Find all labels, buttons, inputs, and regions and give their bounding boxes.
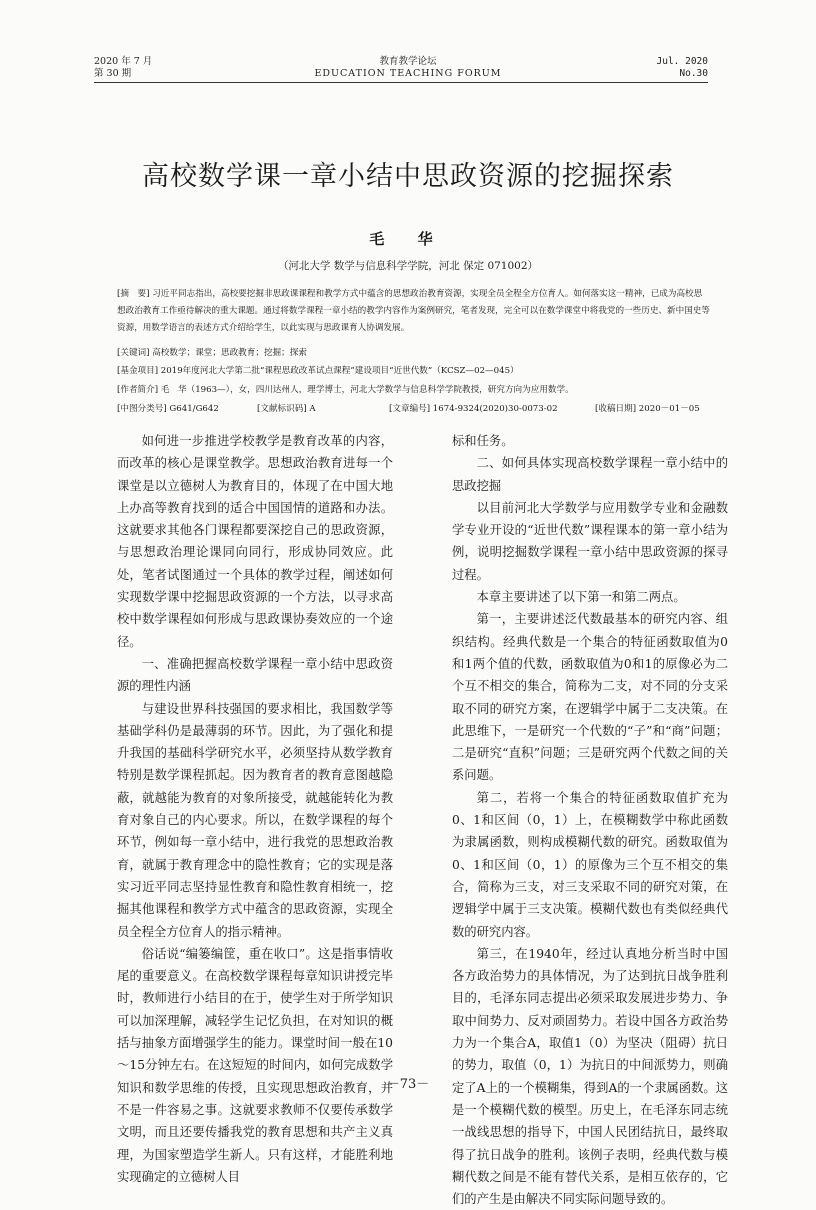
journal-name-en: EDUCATION TEACHING FORUM [314,68,502,79]
keywords: [关键词] 高校数学；课堂；思政教育；挖掘；探索 [117,348,307,358]
section-heading: 二、如何具体实现高校数学课程一章小结中的思政挖掘 [452,456,728,493]
paragraph: 第三，在1940年，经过认真地分析当时中国各方政治势力的具体情况，为了达到抗日战争胜利目的，毛泽东同志提出必须采取发展进步势力、争取中间势力、反对顽固势力。若设中国各方政治势力为一个集合A，取值1（0）为坚决（阻碍）抗日的势力，取值（0，1）为抗日的中间派势力，则确定了A上的一个模糊集，得到A的一个隶属函数。这是一个模糊代数的模型。历史上，在毛泽东同志统一战线思想的指导下，中国人民团结抗日，最终取得了抗日战争的胜利。该例子表明，经典代数与模糊代数之间是不能有替代关系，是相互依存的，它们的产生是由解决不同实际问题导致的。 [452,946,728,1207]
section-heading: 一、准确把握高校数学课程一章小结中思政资源的理性内涵 [117,656,393,694]
paragraph: 如何进一步推进学校教学是教育改革的内容，而改革的核心是课堂教学。思想政治教育进每一个课堂是以立德树人为教育目的，体现了在中国大地上办高等教育找到的适合中国国情的道路和办法。这就要求其他各门课程都要深挖自己的思政资源，与思想政治理论课同向同行，形成协同效应。此处，笔者试图通过一个具体的教学过程，阐述如何实现数学课中挖掘思政资源的一个方法，以寻求高校中数学课程如何形成与思政课协奏效应的一个途径。 [117,434,393,649]
journal-issue: 第 30 期 [94,68,132,79]
paragraph: 以目前河北大学数学与应用数学专业和金融数学专业开设的“近世代数”课程课本的第一章小结为例，说明挖掘数学课程一章小结中思政资源的探寻过程。 [452,500,728,582]
paragraph: 与建设世界科技强国的要求相比，我国数学等基础学科仍是最薄弱的环节。因此，为了强化和提升我国的基础科学研究水平，必须坚持从数学教育特别是数学课程抓起。因为教育者的教育意图越隐蔽，就越能为教育的对象所接受，就越能转化为教育对象自己的内心要求。所以，在数学课程的每个环节，例如每一章小结中，进行我党的思想政治教育，就属于教育理念中的隐性教育；它的实现是落实习近平同志坚持显性教育和隐性教育相统一，挖掘其他课程和教学方式中蕴含的思政资源，实现全员全程全方位育人的指示精神。 [117,701,393,939]
header-rule [94,82,708,83]
article-author: 毛 华 [369,230,447,248]
journal-issue-en: No.30 [679,68,708,79]
page-number: －73－ [386,1077,430,1092]
article-title: 高校数学课一章小结中思政资源的挖掘探索 [142,161,674,192]
received-date: [收稿日期] 2020－01－05 [595,404,700,414]
document-code: [文献标识码] A [257,404,316,414]
paragraph: 本章主要讲述了以下第一和第二两点。 [476,590,686,605]
clc-number: [中图分类号] G641/G642 [117,404,219,414]
fund-project: [基金项目] 2019年度河北大学第二批“课程思政改革试点课程”建设项目“近世代数”（KCSZ—02—045） [117,366,519,376]
body-column-right [452,430,728,1210]
paragraph: 第一，主要讲述泛代数最基本的研究内容、组织结构。经典代数是一个集合的特征函数取值为0和1两个值的代数，函数取值为0和1的原像必为二个互不相交的集合，简称为二支，对不同的分支采取不同的研究方案，在逻辑学中属于二支决策。在此思维下，一是研究一个代数的“子”和“商”问题；二是研究“直积”问题；三是研究两个代数之间的关系问题。 [452,612,728,783]
article-number: [文章编号] 1674-9324(2020)30-0073-02 [389,404,558,414]
author-bio: [作者简介] 毛 华（1963—），女，四川达州人，理学博士，河北大学数学与信息科学学院教授，研究方向为应用数学。 [117,385,574,395]
paragraph: 俗话说“编篓编筐，重在收口”。这是指事情收尾的重要意义。在高校数学课程每章知识讲授完毕时，教师进行小结目的在于，使学生对于所学知识可以加深理解，减轻学生记忆负担，在对知识的概括与抽象方面增强学生的能力。课堂时间一般在10～15分钟左右。在这短短的时间内，如何完成数学知识和数学思维的传授，且实现思想政治教育，并不是一件容易之事。这就要求教师不仅要传承数学文明，而且还要传播我党的教育思想和共产主义真理，为国家塑造学生新人。只有这样，才能胜利地实现确定的立德树人目 [117,946,393,1184]
journal-name-cn: 教育教学论坛 [379,56,437,67]
journal-date-en: Jul. 2020 [656,56,708,67]
abstract: [摘 要] 习近平同志指出，高校要挖掘非思政课课程和教学方式中蕴含的思想政治教育资源，实现全员全程全方位育人。如何落实这一精神，已成为高校思想政治教育工作亟待解决的重大课题。通过将数学课程一章小结的教学内容作为案例研究，笔者发现，完全可以在数学课堂中将我党的一些历史、新中国史等资源，用数学语言的表述方式介绍给学生，以此实现与思政课育人协调发展。 [117,289,710,333]
journal-date-en-block [657,56,708,80]
journal-date: 2020 年 7 月 [94,56,153,67]
paragraph: 标和任务。 [452,434,514,448]
paragraph: 第二，若将一个集合的特征函数取值扩充为0、1和区间（0，1）上，在模糊数学中称此函数为隶属函数，则构成模糊代数的研究。函数取值为0、1和区间（0，1）的原像为三个互不相交的集合，简称为三支，对三支采取不同的研究对策，在逻辑学中属于三支决策。模糊代数也有类似经典代数的研究内容。 [452,790,728,939]
author-affiliation: （河北大学 数学与信息科学学院，河北 保定 071002） [277,260,539,272]
